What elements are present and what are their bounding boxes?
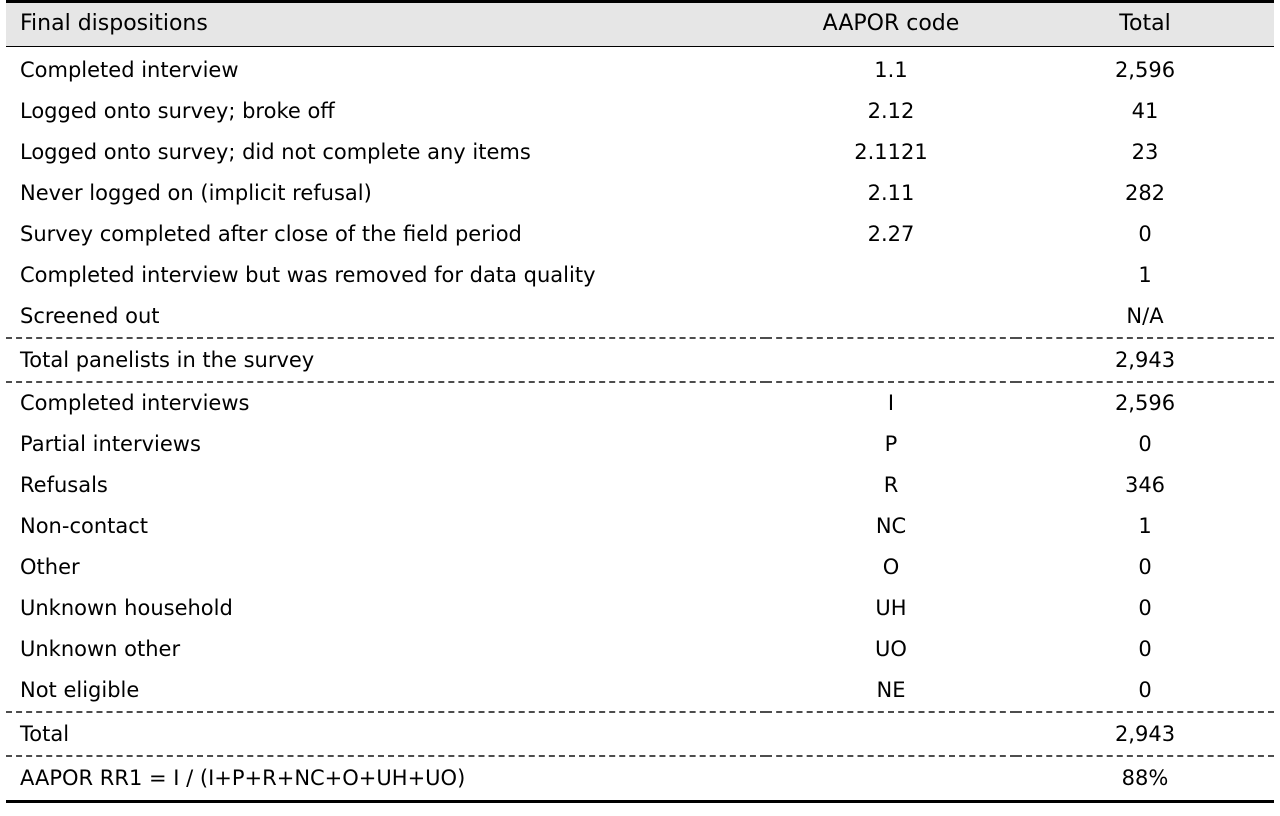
row-total: 0: [1138, 555, 1152, 579]
table-body: [6, 47, 1274, 802]
row-total: 0: [1138, 637, 1152, 661]
row-label: Partial interviews: [20, 432, 201, 456]
row-label: Other: [20, 555, 80, 579]
row-code: 2.11: [867, 181, 915, 205]
table-row: [6, 588, 1274, 629]
row-label: Logged onto survey; did not complete any items: [20, 140, 531, 164]
row-label: Completed interview but was removed for data quality: [20, 263, 596, 287]
row-code: I: [766, 382, 1016, 424]
row-code: 2.12: [867, 99, 915, 123]
table-row: [6, 296, 1274, 338]
row-label: Logged onto survey; broke off: [20, 99, 335, 123]
row-total: 1: [1138, 263, 1152, 287]
row-code: UH: [875, 596, 907, 620]
row-label: Non-contact: [20, 514, 149, 538]
row-code: [766, 296, 1016, 338]
final-dispositions-table: [6, 0, 1274, 803]
table-row: [6, 465, 1274, 506]
table-row-subtotal: [6, 338, 1274, 382]
row-code: [766, 756, 1016, 802]
row-total: 2,596: [1016, 382, 1274, 424]
row-total: 282: [1124, 181, 1166, 205]
table-row: [6, 47, 1274, 92]
row-total: 0: [1138, 596, 1152, 620]
row-total: 1: [1138, 514, 1152, 538]
row-total: 0: [1138, 678, 1152, 702]
row-code: [766, 338, 1016, 382]
row-total: N/A: [1126, 304, 1164, 328]
table-row: [6, 506, 1274, 547]
table-row-total: [6, 712, 1274, 756]
row-total: 0: [1138, 432, 1152, 456]
row-label: Total: [6, 712, 766, 756]
table-row: [6, 255, 1274, 296]
table-row: [6, 214, 1274, 255]
row-total: 88%: [1016, 756, 1274, 802]
row-code: [766, 712, 1016, 756]
row-total: 0: [1138, 222, 1152, 246]
table-row: [6, 424, 1274, 465]
row-label: AAPOR RR1 = I / (I+P+R+NC+O+UH+UO): [6, 756, 766, 802]
table-row-response-rate: [6, 756, 1274, 802]
table-row: [6, 132, 1274, 173]
row-label: Total panelists in the survey: [6, 338, 766, 382]
row-code: 1.1: [874, 58, 908, 82]
row-label: Screened out: [20, 304, 160, 328]
row-label: Not eligible: [20, 678, 140, 702]
column-header-total: Total: [1016, 2, 1274, 47]
row-total: 346: [1124, 473, 1166, 497]
row-label: Completed interview: [20, 58, 239, 82]
row-code: NC: [875, 514, 907, 538]
table-row: [6, 547, 1274, 588]
table-row: [6, 173, 1274, 214]
row-code: [766, 255, 1016, 296]
column-header-final-dispositions: Final dispositions: [6, 2, 766, 47]
row-code: R: [883, 473, 899, 497]
row-code: NE: [876, 678, 906, 702]
table-row: [6, 670, 1274, 712]
row-code: UO: [875, 637, 907, 661]
row-total: 2,596: [1114, 58, 1176, 82]
table-header: [6, 2, 1274, 47]
row-total: 2,943: [1016, 712, 1274, 756]
row-label: Refusals: [20, 473, 108, 497]
row-total: 23: [1131, 140, 1159, 164]
table-row: [6, 91, 1274, 132]
row-code: O: [882, 555, 900, 579]
column-header-aapor-code: AAPOR code: [766, 2, 1016, 47]
row-label: Unknown other: [20, 637, 181, 661]
row-label: Survey completed after close of the field period: [20, 222, 522, 246]
row-code: 2.1121: [854, 140, 928, 164]
row-label: Completed interviews: [6, 382, 766, 424]
row-total: 41: [1131, 99, 1159, 123]
row-total: 2,943: [1016, 338, 1274, 382]
table-row: [6, 629, 1274, 670]
row-code: 2.27: [867, 222, 915, 246]
row-label: Unknown household: [20, 596, 233, 620]
row-code: P: [884, 432, 898, 456]
row-label: Never logged on (implicit refusal): [20, 181, 372, 205]
table-row: [6, 382, 1274, 424]
table-header-row: [6, 2, 1274, 47]
